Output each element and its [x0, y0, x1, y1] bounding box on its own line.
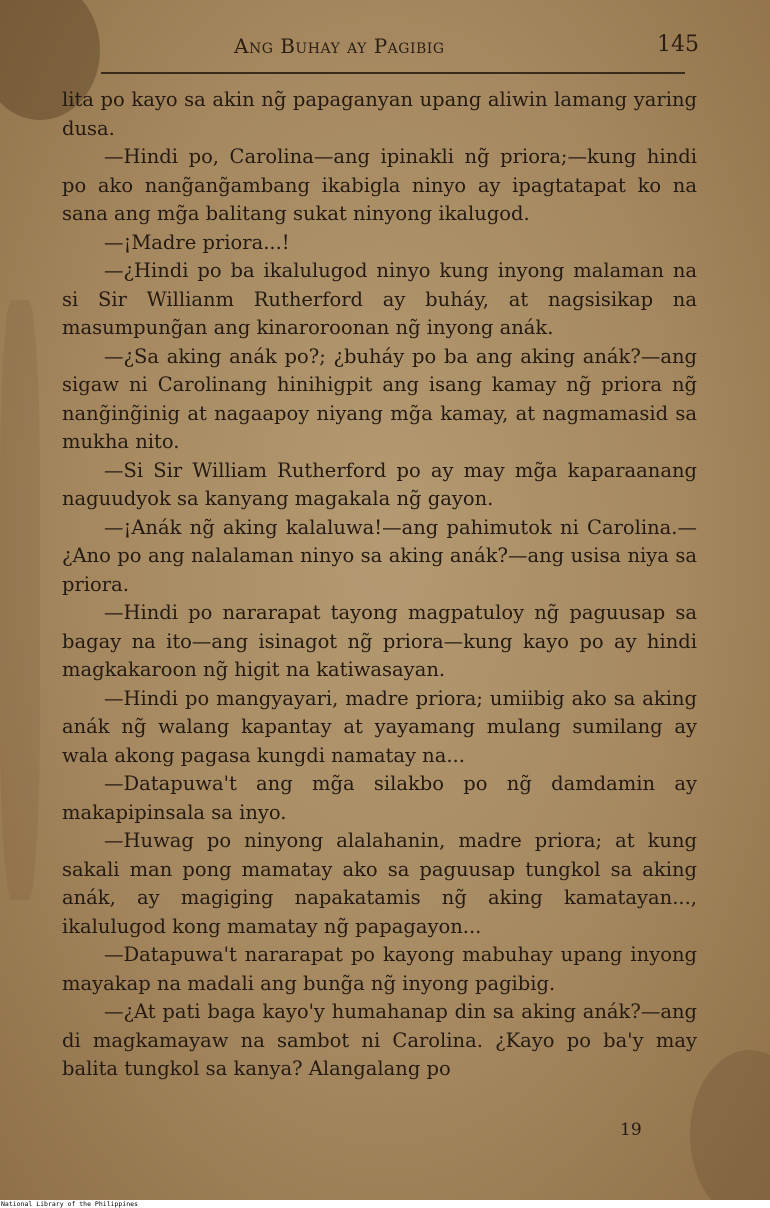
footer-bar [0, 1200, 770, 1208]
paragraph: —Datapuwa't nararapat po kayong mabuhay upang inyong mayakap na madali ang bung̃a ng̃ inyong pagibig. [62, 943, 697, 995]
library-credit: National Library of the Philippines [1, 1200, 138, 1208]
page-header [0, 30, 770, 64]
paragraph: —¡Madre priora...! [104, 230, 290, 254]
paragraph: —Datapuwa't ang mg̃a silakbo po ng̃ damdamin ay makapipinsala sa inyo. [62, 772, 697, 824]
paragraph: lita po kayo sa akin ng̃ papaganyan upang aliwin lamang yaring dusa. [62, 88, 697, 140]
running-title: Ang Buhay ay Pagibig [234, 34, 445, 58]
page-stain [0, 300, 40, 900]
page-stain [690, 1050, 770, 1200]
paragraph: —Hindi po, Carolina—ang ipinakli ng̃ priora;—kung hindi po ako nang̃ang̃ambang ikabigla ninyo ay ipagtatapat ko na sana ang mg̃a balitang sukat ninyong ikalugod. [62, 145, 697, 225]
header-rule [101, 72, 685, 74]
page-number: 145 [657, 32, 699, 57]
paragraph: —¿At pati baga kayo'y humahanap din sa aking anák?—ang di magkamayaw na sambot ni Carolina. ¿Kayo po ba'y may balita tungkol sa kanya? Alangalang po [62, 1000, 697, 1080]
paragraph: —¿Hindi po ba ikalulugod ninyo kung inyong malaman na si Sir Willianm Rutherford ay buháy, at nagsisikap na masumpung̃an ang kinaroroonan ng̃ inyong anák. [62, 259, 697, 339]
paragraph: —Hindi po mangyayari, madre priora; umiibig ako sa aking anák ng̃ walang kapantay at yayamang mulang sumilang ay wala akong pagasa kungdi namatay na... [62, 686, 697, 767]
paragraph: —¿Sa aking anák po?; ¿buháy po ba ang aking anák?—ang sigaw ni Carolinang hinihigpit ang isang kamay ng̃ priora ng̃ nang̃ing̃inig at nagaapoy niyang mg̃a kamay, at nagmamasid sa mukha nito. [62, 344, 697, 453]
paragraph: —Hindi po nararapat tayong magpatuloy ng̃ paguusap sa bagay na ito—ang isinagot ng̃ priora—kung kayo po ay hindi magkakaroon ng̃ higit na katiwasayan. [62, 601, 697, 681]
paragraph: —Huwag po ninyong alalahanin, madre priora; at kung sakali man pong mamatay ako sa paguusap tungkol sa aking anák, ay magiging napakatamis ng̃ aking kamatayan..., ikalulugod kong mamatay ng̃ papagayon... [62, 829, 697, 938]
paragraph: —Si Sir William Rutherford po ay may mg̃a kaparaanang naguudyok sa kanyang magakala ng̃ gayon. [62, 458, 697, 510]
signature-mark: 19 [620, 1120, 642, 1140]
paragraph: —¡Anák ng̃ aking kalaluwa!—ang pahimutok ni Carolina.—¿Ano po ang nalalaman ninyo sa aking anák?—ang usisa niya sa priora. [62, 515, 697, 596]
body-text [62, 86, 697, 1084]
